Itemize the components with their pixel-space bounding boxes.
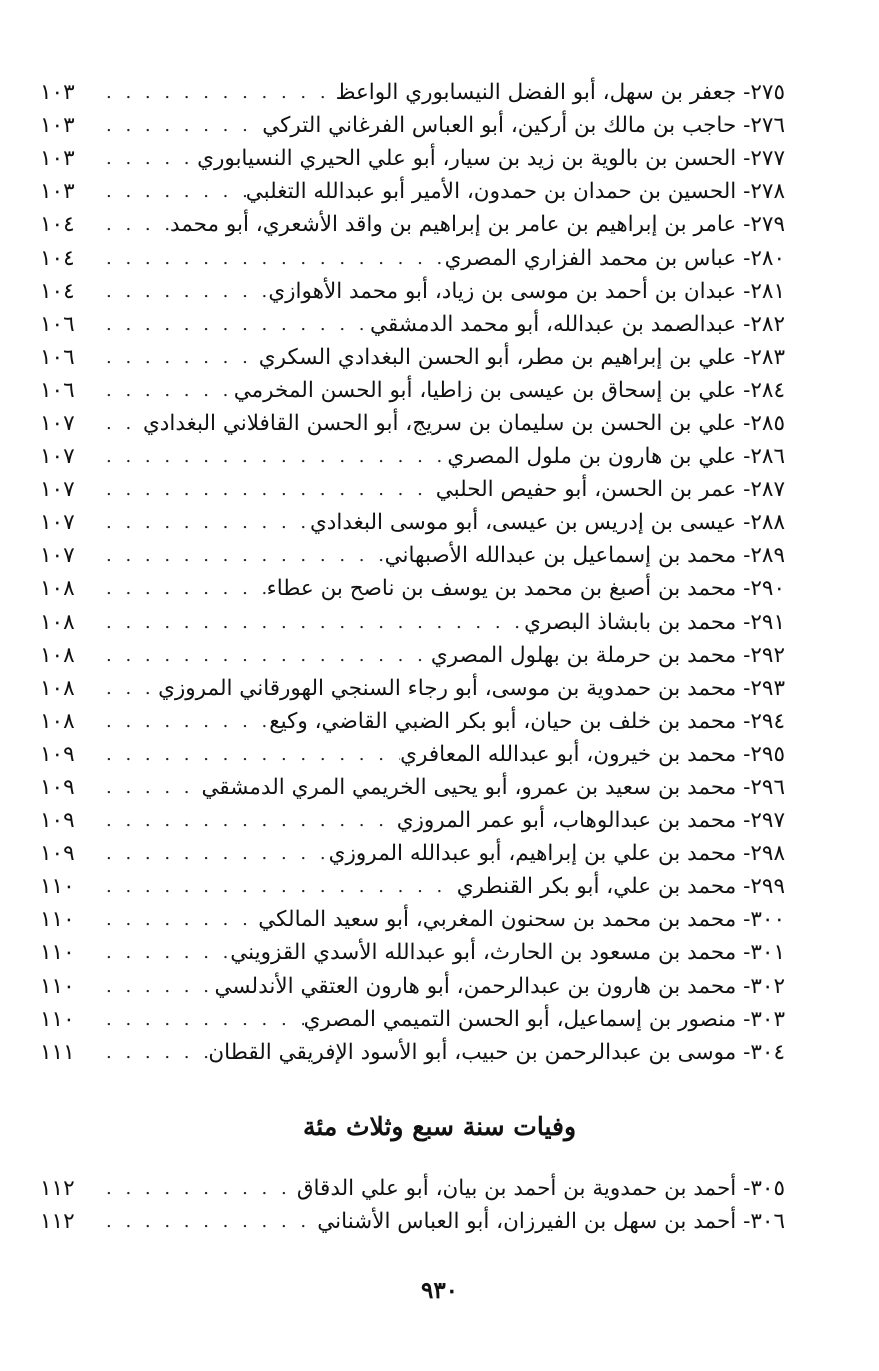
index-entry bbox=[40, 275, 785, 308]
dot-leader bbox=[102, 936, 230, 969]
entry-title: ٣٠٦- أحمد بن سهل بن الفيرزان، أبو العباس الأشناني bbox=[317, 1209, 785, 1235]
entry-title: ٣٠٣- منصور بن إسماعيل، أبو الحسن التميمي المصري bbox=[303, 1006, 785, 1032]
entry-title: ٣٠٢- محمد بن هارون بن عبدالرحمن، أبو هارون العتقي الأندلسي bbox=[214, 973, 785, 999]
dot-leader bbox=[102, 1172, 297, 1205]
entry-title: ٢٩١- محمد بن بابشاذ البصري bbox=[524, 609, 785, 635]
page-number: ٩٣٠ bbox=[420, 1277, 459, 1304]
entry-title: ٢٧٦- حاجب بن مالك بن أركين، أبو العباس الفرغاني التركي bbox=[262, 113, 785, 139]
index-entry bbox=[40, 175, 785, 208]
index-entry bbox=[40, 76, 785, 109]
dot-leader bbox=[102, 142, 197, 175]
dot-leader bbox=[102, 506, 310, 539]
entry-page-number: ١٠٨ bbox=[40, 708, 75, 734]
entry-page-number: ١٠٣ bbox=[40, 113, 75, 139]
index-entry bbox=[40, 473, 785, 506]
dot-leader bbox=[102, 76, 336, 109]
dot-leader bbox=[102, 870, 457, 903]
dot-leader bbox=[102, 970, 214, 1003]
dot-leader bbox=[102, 903, 258, 936]
index-entry bbox=[40, 241, 785, 274]
entry-title: ٢٨٢- عبدالصمد بن عبدالله، أبو محمد الدمشقي bbox=[370, 311, 785, 337]
dot-leader bbox=[102, 374, 234, 407]
entry-title: ٢٩٠- محمد بن أصبغ بن محمد بن يوسف بن ناصح بن عطاء bbox=[266, 576, 785, 602]
dot-leader bbox=[102, 572, 267, 605]
entry-page-number: ١١٢ bbox=[40, 1176, 75, 1202]
index-entry bbox=[40, 341, 785, 374]
entry-title: ٢٨٥- علي بن الحسن بن سليمان بن سريج، أبو الحسن القافلاني البغدادي bbox=[142, 410, 785, 436]
dot-leader bbox=[102, 208, 170, 241]
dot-leader bbox=[102, 109, 262, 142]
dot-leader bbox=[102, 705, 269, 738]
dot-leader bbox=[102, 771, 201, 804]
entry-page-number: ١٠٧ bbox=[40, 410, 75, 436]
entry-page-number: ١٠٣ bbox=[40, 179, 75, 205]
dot-leader bbox=[102, 473, 436, 506]
entry-page-number: ١٠٨ bbox=[40, 675, 75, 701]
dot-leader bbox=[102, 175, 246, 208]
index-entry bbox=[40, 506, 785, 539]
index-entry bbox=[40, 870, 785, 903]
entry-page-number: ١٠٩ bbox=[40, 841, 75, 867]
section-heading: وفيات سنة سبع وثلاث مئة bbox=[302, 1112, 577, 1141]
index-entry bbox=[40, 1172, 785, 1205]
entry-title: ٢٧٧- الحسن بن بالوية بن زيد بن سيار، أبو علي الحيري النسيابوري bbox=[197, 146, 785, 172]
entry-page-number: ١٠٩ bbox=[40, 741, 75, 767]
index-entry bbox=[40, 970, 785, 1003]
entry-page-number: ١٠٩ bbox=[40, 775, 75, 801]
entry-page-number: ١١٠ bbox=[40, 1006, 75, 1032]
entry-page-number: ١٠٦ bbox=[40, 344, 75, 370]
dot-leader bbox=[102, 837, 329, 870]
index-entries-second-section bbox=[40, 1172, 785, 1238]
entry-page-number: ١٠٧ bbox=[40, 477, 75, 503]
entry-page-number: ١٠٤ bbox=[40, 245, 75, 271]
index-entry bbox=[40, 903, 785, 936]
entry-page-number: ١١٠ bbox=[40, 874, 75, 900]
entry-title: ٢٩٦- محمد بن سعيد بن عمرو، أبو يحيى الخريمي المري الدمشقي bbox=[201, 775, 785, 801]
dot-leader bbox=[102, 275, 268, 308]
entry-title: ٣٠٤- موسى بن عبدالرحمن بن حبيب، أبو الأسود الإفريقي القطان bbox=[208, 1039, 785, 1065]
index-entries bbox=[40, 76, 785, 1069]
index-entry bbox=[40, 639, 785, 672]
entry-page-number: ١٠٤ bbox=[40, 212, 75, 238]
entry-title: ٣٠٠- محمد بن محمد بن سحنون المغربي، أبو سعيد المالكي bbox=[258, 907, 785, 933]
index-entry bbox=[40, 572, 785, 605]
index-entry bbox=[40, 208, 785, 241]
entry-title: ٢٨١- عبدان بن أحمد بن موسى بن زياد، أبو محمد الأهوازي bbox=[268, 278, 785, 304]
entry-page-number: ١٠٦ bbox=[40, 311, 75, 337]
index-entry bbox=[40, 738, 785, 771]
dot-leader bbox=[102, 440, 447, 473]
entry-title: ٢٩٥- محمد بن خيرون، أبو عبدالله المعافري bbox=[400, 741, 785, 767]
entry-page-number: ١١٠ bbox=[40, 973, 75, 999]
entry-title: ٢٩٤- محمد بن خلف بن حيان، أبو بكر الضبي القاضي، وكيع bbox=[269, 708, 785, 734]
entry-title: ٢٧٥- جعفر بن سهل، أبو الفضل النيسابوري الواعظ bbox=[335, 80, 785, 106]
entry-page-number: ١٠٧ bbox=[40, 543, 75, 569]
entry-title: ٢٨٣- علي بن إبراهيم بن مطر، أبو الحسن البغدادي السكري bbox=[258, 344, 785, 370]
entry-title: ٢٧٨- الحسين بن حمدان بن حمدون، الأمير أبو عبدالله التغلبي bbox=[245, 179, 785, 205]
entry-page-number: ١١١ bbox=[40, 1039, 75, 1065]
index-entry bbox=[40, 705, 785, 738]
dot-leader bbox=[102, 738, 400, 771]
entry-title: ٢٨٤- علي بن إسحاق بن عيسى بن زاطيا، أبو الحسن المخرمي bbox=[233, 377, 785, 403]
entry-page-number: ١١٢ bbox=[40, 1209, 75, 1235]
index-entry bbox=[40, 374, 785, 407]
index-entry bbox=[40, 936, 785, 969]
entry-page-number: ١٠٩ bbox=[40, 808, 75, 834]
entry-page-number: ١١٠ bbox=[40, 940, 75, 966]
entry-title: ٢٩٣- محمد بن حمدوية بن موسى، أبو رجاء السنجي الهورقاني المروزي bbox=[158, 675, 785, 701]
entry-title: ٣٠٥- أحمد بن حمدوية بن أحمد بن بيان، أبو علي الدقاق bbox=[296, 1176, 785, 1202]
index-entry bbox=[40, 1003, 785, 1036]
index-entry bbox=[40, 672, 785, 705]
entry-title: ٢٧٩- عامر بن إبراهيم بن عامر بن إبراهيم بن واقد الأشعري، أبو محمد bbox=[169, 212, 785, 238]
entry-title: ٣٠١- محمد بن مسعود بن الحارث، أبو عبدالله الأسدي القزويني bbox=[230, 940, 785, 966]
entry-page-number: ١٠٨ bbox=[40, 642, 75, 668]
entry-page-number: ١١٠ bbox=[40, 907, 75, 933]
dot-leader bbox=[102, 407, 143, 440]
entry-title: ٢٩٢- محمد بن حرملة بن بهلول المصري bbox=[430, 642, 785, 668]
entry-page-number: ١٠٣ bbox=[40, 146, 75, 172]
entry-page-number: ١٠٨ bbox=[40, 609, 75, 635]
entry-title: ٢٩٨- محمد بن علي بن إبراهيم، أبو عبدالله المروزي bbox=[328, 841, 785, 867]
entry-title: ٢٨٠- عباس بن محمد الفزاري المصري bbox=[444, 245, 785, 271]
dot-leader bbox=[102, 639, 431, 672]
entry-title: ٢٩٧- محمد بن عبدالوهاب، أبو عمر المروزي bbox=[396, 808, 785, 834]
dot-leader bbox=[102, 308, 370, 341]
dot-leader bbox=[102, 539, 385, 572]
dot-leader bbox=[102, 606, 524, 639]
index-entry bbox=[40, 440, 785, 473]
dot-leader bbox=[102, 1205, 317, 1238]
entry-page-number: ١٠٧ bbox=[40, 510, 75, 536]
index-entry bbox=[40, 837, 785, 870]
index-entry bbox=[40, 539, 785, 572]
dot-leader bbox=[102, 341, 259, 374]
entry-page-number: ١٠٣ bbox=[40, 80, 75, 106]
index-entry bbox=[40, 109, 785, 142]
index-entry bbox=[40, 1036, 785, 1069]
entry-title: ٢٨٨- عيسى بن إدريس بن عيسى، أبو موسى البغدادي bbox=[309, 510, 785, 536]
index-entry bbox=[40, 308, 785, 341]
index-entry bbox=[40, 804, 785, 837]
index-entry bbox=[40, 1205, 785, 1238]
entry-page-number: ١٠٦ bbox=[40, 377, 75, 403]
entry-page-number: ١٠٨ bbox=[40, 576, 75, 602]
entry-title: ٢٩٩- محمد بن علي، أبو بكر القنطري bbox=[456, 874, 785, 900]
entry-title: ٢٨٩- محمد بن إسماعيل بن عبدالله الأصبهاني bbox=[384, 543, 785, 569]
dot-leader bbox=[102, 1003, 304, 1036]
dot-leader bbox=[102, 804, 397, 837]
index-entry bbox=[40, 142, 785, 175]
dot-leader bbox=[102, 242, 445, 275]
entry-title: ٢٨٧- عمر بن الحسن، أبو حفيص الحلبي bbox=[435, 477, 785, 503]
entry-title: ٢٨٦- علي بن هارون بن ملول المصري bbox=[447, 444, 785, 470]
index-entry bbox=[40, 771, 785, 804]
index-entry bbox=[40, 606, 785, 639]
entry-page-number: ١٠٤ bbox=[40, 278, 75, 304]
index-entry bbox=[40, 407, 785, 440]
dot-leader bbox=[102, 1036, 208, 1069]
dot-leader bbox=[102, 672, 158, 705]
entry-page-number: ١٠٧ bbox=[40, 444, 75, 470]
